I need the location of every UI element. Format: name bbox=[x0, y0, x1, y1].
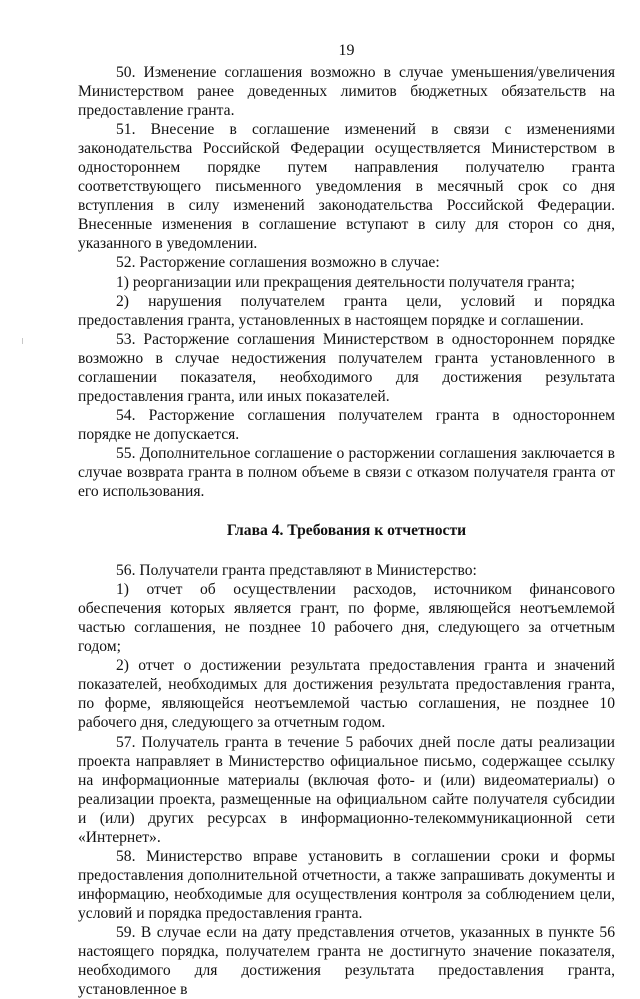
paragraph-53: 53. Расторжение соглашения Министерством в одностороннем порядке возможно в случае недостижения получателем гранта установленного в соглашении показателя, необходимого для достижения результата предоставления гранта, или иных показателей. bbox=[78, 330, 615, 405]
page-number: 19 bbox=[338, 42, 355, 59]
scan-margin-mark bbox=[22, 338, 23, 344]
paragraph-52-item-1: 1) реорганизации или прекращения деятельности получателя гранта; bbox=[116, 273, 575, 291]
chapter-heading: Глава 4. Требования к отчетности bbox=[226, 522, 467, 540]
paragraph-52-item-2: 2) нарушения получателем гранта цели, условий и порядка предоставления гранта, установленных в настоящем порядке и соглашении. bbox=[78, 292, 615, 329]
paragraph-50: 50. Изменение соглашения возможно в случае уменьшения/увеличения Министерством ранее доведенных лимитов бюджетных обязательств на предоставление гранта. bbox=[78, 64, 615, 120]
paragraph-52: 52. Расторжение соглашения возможно в случае: bbox=[116, 254, 440, 272]
paragraph-55: 55. Дополнительное соглашение о расторжении соглашения заключается в случае возврата гранта в полном объеме в связи с отказом получателя гранта от его использования. bbox=[78, 444, 615, 501]
paragraph-57: 57. Получатель гранта в течение 5 рабочих дней после даты реализации проекта направляет в Министерство официальное письмо, содержащее ссылку на информационные материалы (включая фото- и (или) видеоматериалы) о реализации проекта, размещенные на официальном сайте получателя субсидии и (или) других ресурсах в информационно-телекоммуникационной сети «Интернет». bbox=[78, 733, 615, 846]
document-body bbox=[78, 63, 615, 999]
paragraph-59: 59. В случае если на дату представления отчетов, указанных в пункте 56 настоящего порядка, получателем гранта не достигнуто значение показателя, необходимого для достижения результата предоставления гранта, установленное в bbox=[78, 923, 615, 999]
paragraph-58: 58. Министерство вправе установить в соглашении сроки и формы предоставления дополнительной отчетности, а также запрашивать документы и информацию, необходимые для осуществления контроля за соблюдением цели, условий и порядка предоставления гранта. bbox=[78, 847, 615, 922]
paragraph-54: 54. Расторжение соглашения получателем гранта в одностороннем порядке не допускается. bbox=[78, 406, 615, 443]
paragraph-56: 56. Получатели гранта представляют в Министерство: bbox=[116, 562, 477, 580]
paragraph-56-item-1: 1) отчет об осуществлении расходов, источником финансового обеспечения которых является грант, по форме, являющейся неотъемлемой частью соглашения, не позднее 10 рабочего дня, следующего за отчетным годом; bbox=[78, 581, 615, 656]
paragraph-51: 51. Внесение в соглашение изменений в связи с изменениями законодательства Российской Федерации осуществляется Министерством в одностороннем порядке путем направления получателю гранта соответствующего письменного уведомления в месячный срок со дня вступления в силу изменений законодательства Российской Федерации. Внесенные изменения в соглашение вступают в силу для сторон со дня, указанного в уведомлении. bbox=[78, 121, 615, 253]
paragraph-56-item-2: 2) отчет о достижении результата предоставления гранта и значений показателей, необходимых для достижения результата предоставления гранта, по форме, являющейся неотъемлемой частью соглашения, не позднее 10 рабочего дня, следующего за отчетным годом. bbox=[78, 657, 615, 732]
